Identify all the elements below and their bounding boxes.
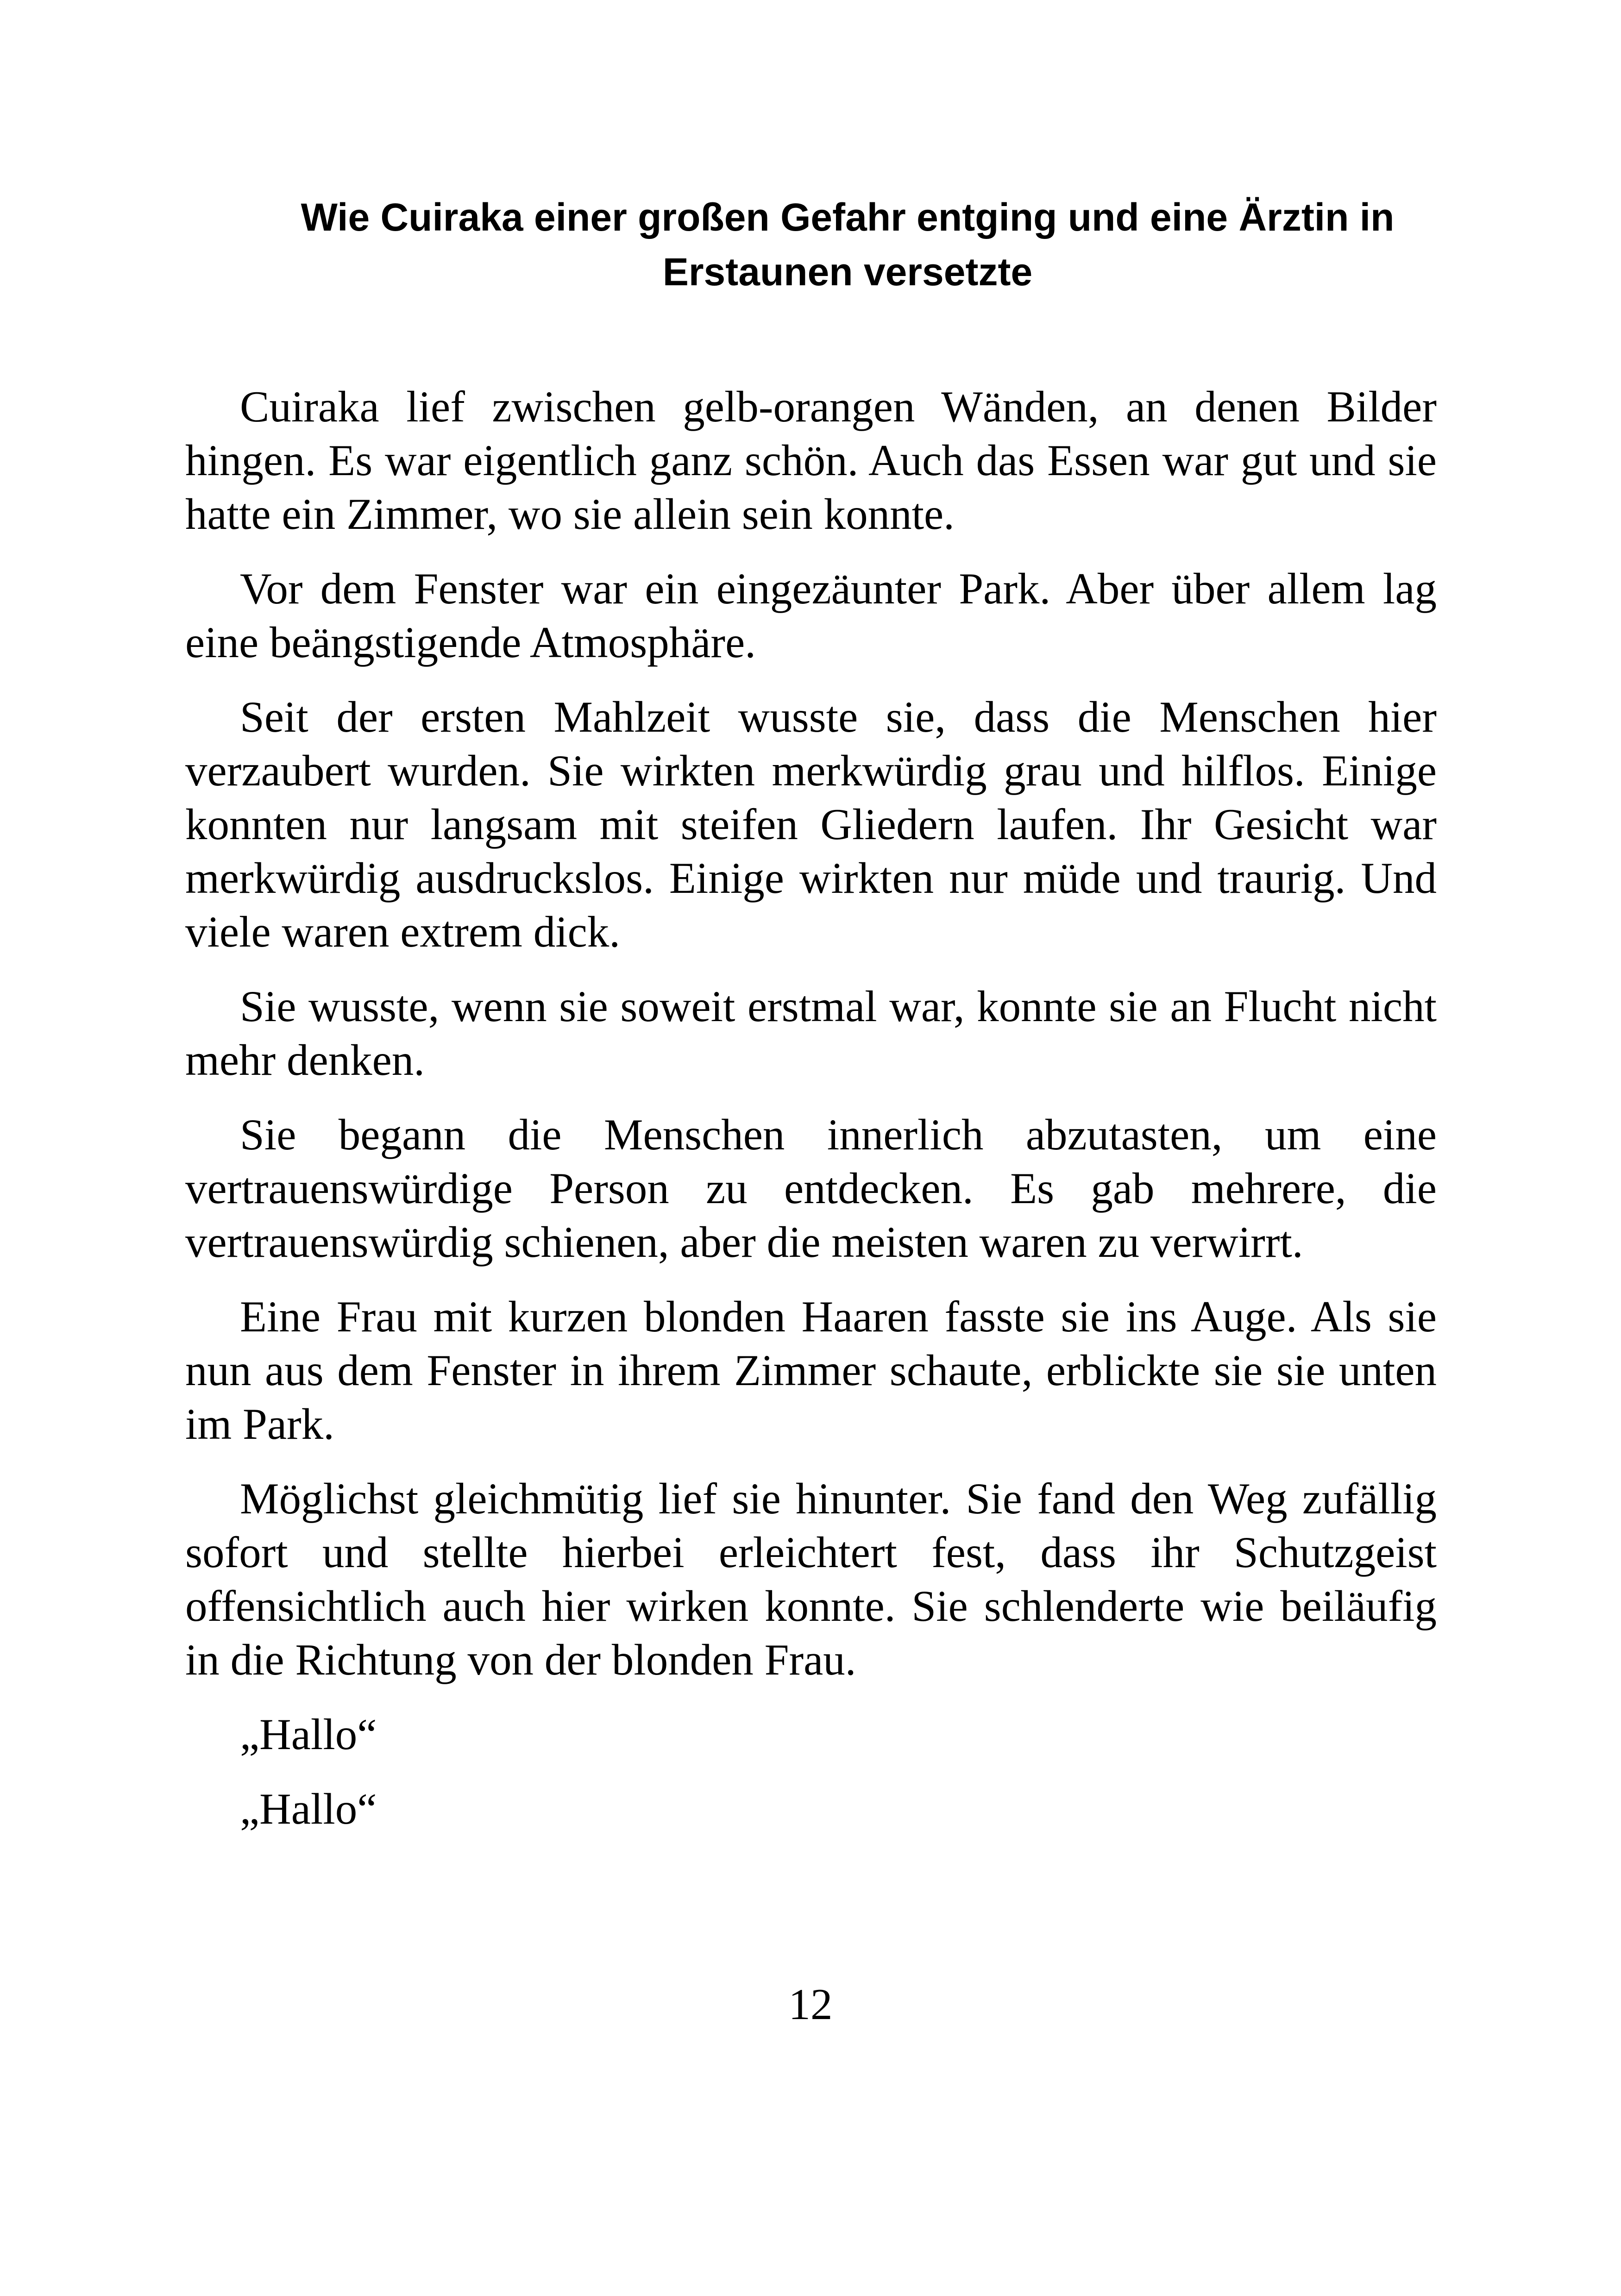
paragraph: Cuiraka lief zwischen gelb-orangen Wänden, an denen Bilder hingen. Es war eigentlich ganz schön. Auch das Essen war gut und sie hatte ein Zimmer, wo sie allein sein konnte. xyxy=(185,382,1437,539)
chapter-title-line-2: Erstaunen versetzte xyxy=(662,250,1033,294)
paragraph: Eine Frau mit kurzen blonden Haaren fasste sie ins Auge. Als sie nun aus dem Fenster in ihrem Zimmer schaute, erblickte sie sie unten im Park. xyxy=(185,1292,1437,1449)
paragraph: Vor dem Fenster war ein eingezäunter Park. Aber über allem lag eine beängstigende Atmosphäre. xyxy=(185,564,1437,667)
dialogue-line: „Hallo“ xyxy=(240,1784,377,1833)
page-number: 12 xyxy=(788,1980,833,2029)
chapter-title-line-1: Wie Cuiraka einer großen Gefahr entging und eine Ärztin in xyxy=(301,195,1395,239)
paragraph: Sie begann die Menschen innerlich abzutasten, um eine vertrauenswürdige Person zu entdecken. Es gab mehrere, die vertrauenswürdig schienen, aber die meisten waren zu verwirrt. xyxy=(185,1110,1437,1267)
dialogue-line: „Hallo“ xyxy=(240,1710,377,1759)
paragraph: Seit der ersten Mahlzeit wusste sie, dass die Menschen hier verzaubert wurden. Sie wirkten merkwürdig grau und hilflos. Einige konnten nur langsam mit steifen Gliedern laufen. Ihr Gesicht war merkwürdig ausdruckslos. Einige wirkten nur müde und traurig. Und viele waren extrem dick. xyxy=(185,692,1437,956)
paragraph: Sie wusste, wenn sie soweit erstmal war, konnte sie an Flucht nicht mehr denken. xyxy=(185,982,1437,1085)
paragraph: Möglichst gleichmütig lief sie hinunter. Sie fand den Weg zufällig sofort und stellte hierbei erleichtert fest, dass ihr Schutzgeist offensichtlich auch hier wirken konnte. Sie schlenderte wie beiläufig in die Richtung von der blonden Frau. xyxy=(185,1474,1437,1684)
chapter-title xyxy=(222,190,1473,299)
chapter-body xyxy=(185,380,1437,1857)
